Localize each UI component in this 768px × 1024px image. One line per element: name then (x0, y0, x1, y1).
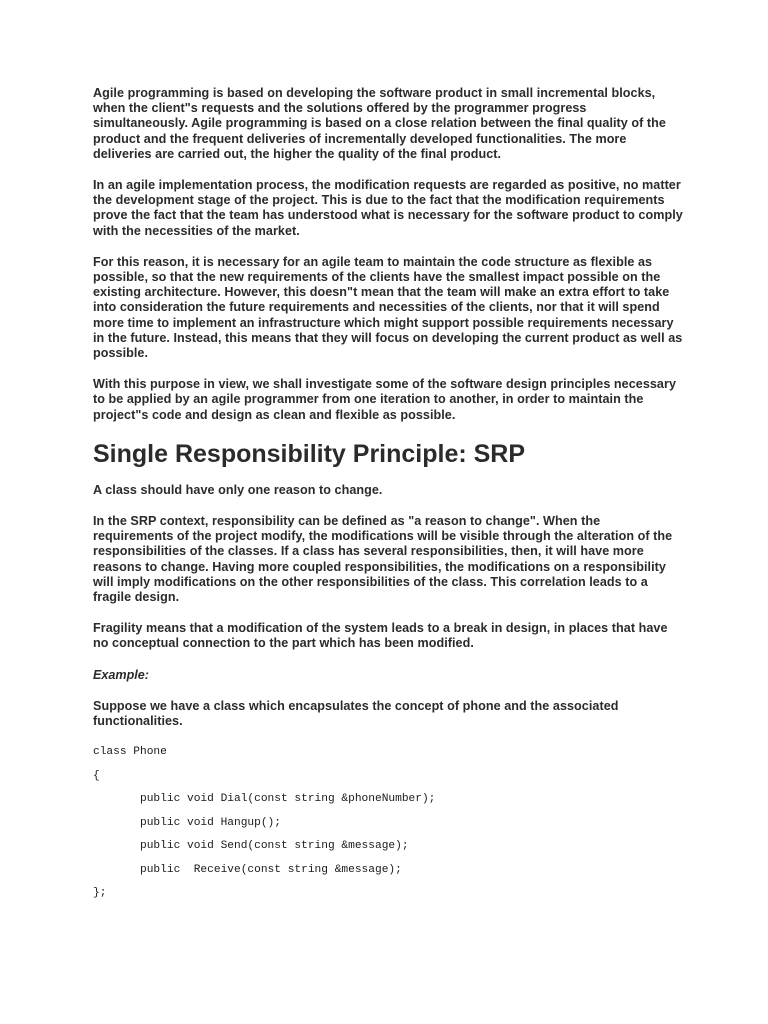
code-method-line: public Receive(const string &message); (140, 863, 402, 876)
intro-paragraph-4: With this purpose in view, we shall investigate some of the software design principles necessary to be applied by an agile programmer from one iteration to another, in order to maintain the project"s code and design as clean and flexible as possible. (93, 377, 676, 422)
srp-heading: Single Responsibility Principle: SRP (93, 439, 526, 468)
document-page (93, 86, 683, 910)
code-open-brace: { (93, 769, 100, 782)
intro-paragraph-3: For this reason, it is necessary for an agile team to maintain the code structure as flexible as possible, so that the new requirements of the clients have the smallest impact possible on the existing architecture. However, this doesn"t mean that the team will make an extra effort to take into consideration the future requirements and necessities of the clients, nor that it will spend more time to implement an infrastructure which might support possible requirements necessary in the future. Instead, this means that they will focus on developing the current product as well as possible. (93, 254, 683, 361)
srp-context-paragraph: In the SRP context, responsibility can be defined as "a reason to change". When the requirements of the project modify, the modifications will be visible through the alteration of the responsibilities of the classes. If a class has several responsibilities, then, it will have more reasons to change. Having more coupled responsibilities, the modifications on a responsibility will imply modifications on the other responsibilities of the class. This correlation leads to a fragile design. (93, 514, 673, 605)
srp-definition: A class should have only one reason to change. (93, 482, 383, 497)
code-method-line: public void Dial(const string &phoneNumber); (140, 793, 436, 806)
example-intro: Suppose we have a class which encapsulates the concept of phone and the associated functionalities. (93, 698, 619, 729)
fragility-paragraph: Fragility means that a modification of the system leads to a break in design, in places that have no conceptual connection to the part which has been modified. (93, 621, 668, 651)
code-method-line: public void Send(const string &message); (140, 840, 409, 853)
intro-paragraph-2: In an agile implementation process, the modification requests are regarded as positive, no matter the development stage of the project. This is due to the fact that the modification requirements prove the fact that the team has understood what is necessary for the software product to comply with the necessities of the market. (93, 178, 683, 238)
code-method-line: public void Hangup(); (140, 816, 281, 829)
code-class-declaration: class Phone (93, 746, 167, 759)
code-block (93, 745, 683, 900)
intro-paragraph-1: Agile programming is based on developing the software product in small incremental blocks, when the client"s requests and the solutions offered by the programmer progress simultaneously. Agile programming is based on a close relation between the final quality of the product and the frequent deliveries of incrementally developed functionalities. The more deliveries are carried out, the higher the quality of the final product. (93, 86, 666, 161)
example-label: Example: (93, 667, 149, 682)
code-close-brace: }; (93, 887, 107, 900)
